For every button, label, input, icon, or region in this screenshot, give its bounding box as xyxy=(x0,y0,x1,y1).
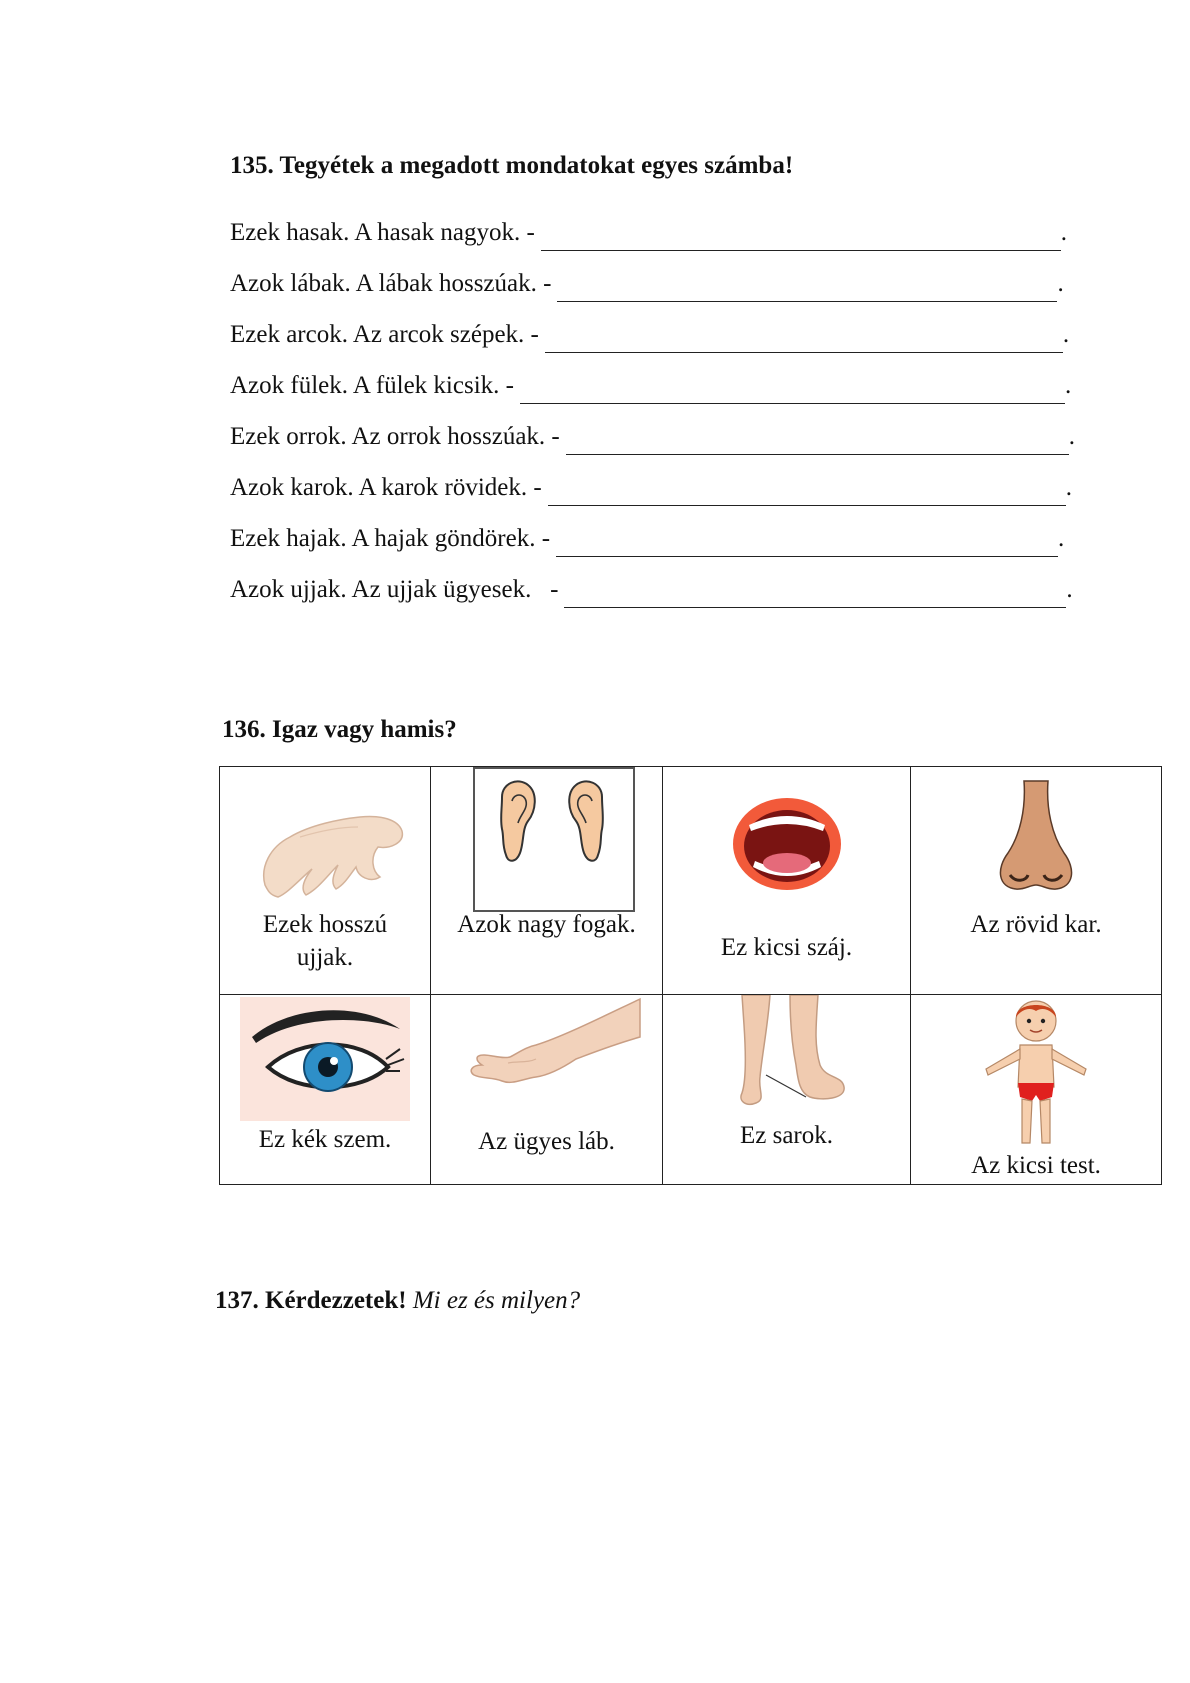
cell-caption: Ez sarok. xyxy=(739,1122,834,1149)
sentence-row xyxy=(230,302,1110,353)
exercise-137-title xyxy=(215,1287,580,1315)
grid-cell-hand[interactable] xyxy=(220,767,431,995)
cell-caption: Az kicsi test. xyxy=(971,1152,1101,1179)
sentence-text: Ezek hasak. A hasak nagyok. - xyxy=(230,219,535,246)
sentence-period: . xyxy=(1058,525,1065,552)
cell-caption: Azok nagy fogak. xyxy=(457,911,636,938)
answer-blank[interactable] xyxy=(545,324,1063,353)
sentence-row xyxy=(230,353,1110,404)
answer-blank[interactable] xyxy=(564,579,1066,608)
cell-caption: Az ügyes láb. xyxy=(478,1128,615,1155)
answer-blank[interactable] xyxy=(548,477,1066,506)
answer-blank[interactable] xyxy=(541,222,1061,251)
exercise-136-title: 136. Igaz vagy hamis? xyxy=(222,716,457,743)
sentence-row xyxy=(230,251,1110,302)
cell-caption: Ez kék szem. xyxy=(258,1126,392,1153)
sentence-period: . xyxy=(1066,576,1073,603)
child-body-picture xyxy=(911,997,1161,1149)
exercise-137-question: Mi ez és milyen? xyxy=(412,1287,581,1314)
grid-cell-nose[interactable] xyxy=(911,767,1162,995)
answer-blank[interactable] xyxy=(566,426,1069,455)
answer-blank[interactable] xyxy=(557,273,1057,302)
sentence-text: Ezek arcok. Az arcok szépek. - xyxy=(230,321,539,348)
exercise-135-sentences xyxy=(230,200,1110,608)
grid-cell-mouth[interactable] xyxy=(663,767,911,995)
answer-blank[interactable] xyxy=(520,375,1065,404)
sentence-text: Azok ujjak. Az ujjak ügyesek. - xyxy=(230,576,559,603)
sentence-period: . xyxy=(1064,372,1072,399)
grid-cell-open-hand[interactable] xyxy=(431,995,663,1185)
blue-eye-picture xyxy=(220,997,430,1121)
sentence-row xyxy=(230,404,1110,455)
sentence-text: Ezek hajak. A hajak göndörek. - xyxy=(230,525,551,552)
sentence-row xyxy=(230,557,1110,608)
grid-cell-legs[interactable] xyxy=(663,995,911,1185)
open-hand-picture xyxy=(431,997,662,1097)
nose-picture xyxy=(911,779,1161,895)
sentence-period: . xyxy=(1057,270,1064,297)
cell-caption: Ezek hosszú xyxy=(262,911,388,938)
sentence-period: . xyxy=(1068,423,1076,450)
sentence-text: Azok lábak. A lábak hosszúak. - xyxy=(230,270,552,297)
cell-caption: Az rövid kar. xyxy=(970,911,1102,938)
hand-fingers-picture xyxy=(220,797,430,907)
open-mouth-picture xyxy=(663,789,910,899)
exercise-135-title: 135. Tegyétek a megadott mondatokat egyes számba! xyxy=(230,152,794,179)
sentence-row xyxy=(230,455,1110,506)
sentence-period: . xyxy=(1065,474,1072,501)
grid-cell-ears[interactable] xyxy=(431,767,663,995)
true-false-picture-grid xyxy=(219,766,1162,1185)
ears-picture xyxy=(431,767,662,913)
sentence-text: Ezek orrok. Az orrok hosszúak. - xyxy=(230,423,560,450)
sentence-period: . xyxy=(1062,321,1070,348)
grid-cell-eye[interactable] xyxy=(220,995,431,1185)
legs-heel-picture xyxy=(663,995,910,1107)
sentence-row xyxy=(230,200,1110,251)
grid-cell-body[interactable] xyxy=(911,995,1162,1185)
sentence-text: Azok fülek. A fülek kicsik. - xyxy=(230,372,514,399)
sentence-text: Azok karok. A karok rövidek. - xyxy=(230,474,542,501)
exercise-137-instruction: 137. Kérdezzetek! xyxy=(215,1287,407,1314)
sentence-period: . xyxy=(1060,219,1068,246)
answer-blank[interactable] xyxy=(556,528,1058,557)
cell-caption: Ez kicsi száj. xyxy=(720,934,853,961)
sentence-row xyxy=(230,506,1110,557)
cell-caption: ujjak. xyxy=(296,944,354,971)
